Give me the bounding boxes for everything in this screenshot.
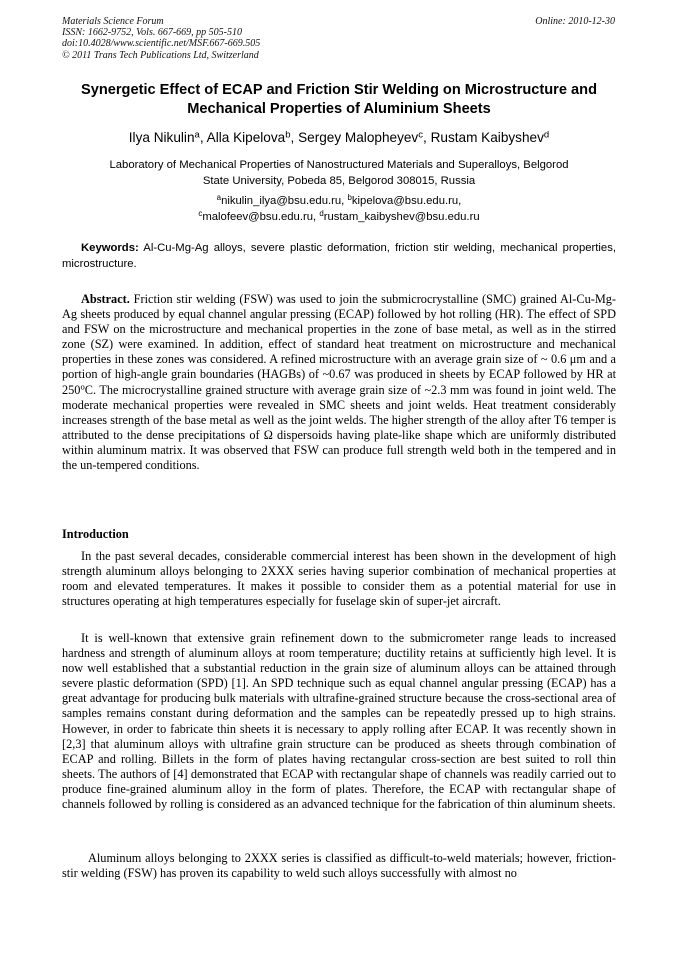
abstract xyxy=(62,292,616,473)
email-address: rustam_kaibyshev@bsu.edu.ru xyxy=(323,211,480,223)
author-sup: a xyxy=(194,129,200,141)
author-emails xyxy=(62,193,616,225)
paragraph: Aluminum alloys belonging to 2XXX series is classified as difficult-to-weld materials; however, friction-stir welding (FSW) has proven its capability to weld such alloys successfully with almost no xyxy=(62,851,616,881)
email-address: kipelova@bsu.edu.ru, xyxy=(351,195,462,207)
author-name: Alla Kipelova xyxy=(206,130,286,145)
author-sup: c xyxy=(418,129,423,141)
email-sup: c xyxy=(198,209,203,219)
abstract-text: Friction stir welding (FSW) was used to join the submicrocrystalline (SMC) grained Al-Cu-Mg-Ag sheets produced by equal channel angular pressing (ECAP) followed by hot rolling (HR). The effect of SPD and FSW on the microstructure and mechanical properties in the zone of base metal, as well as in the stirred zone (SZ) were examined. In addition, effect of standard heat treatment on microstructure and mechanical properties in these zones was considered. A refined microstructure with an average grain size of ~ 0.6 xyxy=(62,292,616,367)
keywords-label: Keywords: xyxy=(81,242,139,254)
author-sup: d xyxy=(543,129,550,141)
keywords-text: Al-Cu-Mg-Ag alloys, severe plastic deformation, friction stir welding, mechanical properties, microstructure. xyxy=(62,242,616,270)
author-sup: b xyxy=(285,129,291,141)
affiliation-line: Laboratory of Mechanical Properties of Nanostructured Materials and Superalloys, Belgorod xyxy=(109,159,569,171)
abstract-label: Abstract. xyxy=(81,292,130,306)
email-address: malofeev@bsu.edu.ru, xyxy=(202,211,317,223)
journal-copyright: © 2011 Trans Tech Publications Ltd, Switzerland xyxy=(62,49,259,61)
email-address: nikulin_ilya@bsu.edu.ru, xyxy=(221,195,345,207)
omega-symbol: Ω xyxy=(263,427,273,442)
author-name: Ilya Nikulin xyxy=(128,130,195,145)
author-name: Rustam Kaibyshev xyxy=(430,130,544,145)
affiliation-line: State University, Pobeda 85, Belgorod 308015, Russia xyxy=(202,175,476,187)
email-sup: b xyxy=(347,193,352,203)
paragraph: In the past several decades, considerable commercial interest has been shown in the development of high strength aluminum alloys belonging to 2XXX series having superior combination of mechanical properties at room and elevated temperatures. It makes it possible to consider them as a potential material for use in structures operating at high temperatures especially for fuselage skin of super-jet aircraft. xyxy=(62,549,616,609)
author-list: Ilya Nikulin$^a$, Alla Kipelova$^b$, Sergey Malopheyev$^c$, Rustam Kaibyshev$^d$ xyxy=(128,129,550,145)
journal-doi: doi:10.4028/www.scientific.net/MSF.667-669.505 xyxy=(62,38,261,50)
paragraph: It is well-known that extensive grain refinement down to the submicrometer range leads to increased hardness and strength of aluminum alloys at room temperature; ductility retains at sufficiently high level. It is now well established that a substantial reduction in the grain size of aluminum alloys can be attained through severe plastic deformation (SPD) [1]. An SPD technique such as equal channel angular pressing (ECAP) has a great advantage for producing bulk materials with ultrafine-grained structure because the cross-sectional area of samples remains constant during deformation and the samples can be repeatedly pressed up to high strains. However, in order to fabricate thin sheets it is necessary to apply rolling after ECAP. It was recently shown in [2,3] that aluminum alloys with ultrafine grain structure can be produced as sheets through combination of ECAP and rolling. Billets in the form of plates having rectangular cross-section are best suited to roll thin sheets. The authors of [4] demonstrated that ECAP with rectangular shape of channels was readily carried out to produce fine-grained aluminum alloy in the form of plates. Therefore, the ECAP with rectangular shape of channels followed by rolling is considered as an advanced technique for the fabrication of thin aluminum sheets. xyxy=(62,631,616,812)
author-name: Sergey Malopheyev xyxy=(298,130,419,145)
micron-symbol: μm xyxy=(569,352,586,367)
abstract-text: and a portion of high-angle grain boundaries (HAGBs) of ~0.67 was produced in sheets by ECAP followed by HR at 250 xyxy=(62,352,616,397)
keywords xyxy=(62,241,616,272)
journal-header xyxy=(62,16,260,61)
journal-name: Materials Science Forum xyxy=(62,16,164,27)
section-heading: Introduction xyxy=(62,527,129,541)
email-sup: d xyxy=(319,209,324,219)
email-sup: a xyxy=(216,193,222,203)
affiliation xyxy=(62,157,616,189)
abstract-text: C. The microcrystalline grained structure with average grain size of ~2.3 mm was found in joint weld. The moderate mechanical properties were revealed in SMC sheets and joint welds. Heat treatment considerably increases strength of the base metal as well as the joint welds. The higher strength of the alloy after T6 temper is attributed to the dense precipitations of xyxy=(62,382,616,442)
online-date: Online: 2010-12-30 xyxy=(535,16,615,27)
degree-sup: o xyxy=(80,381,85,392)
journal-issn: ISSN: 1662-9752, Vols. 667-669, pp 505-510 xyxy=(62,27,242,39)
paper-title: Synergetic Effect of ECAP and Friction Stir Welding on Microstructure and Mechanical Properties of Aluminium Sheets xyxy=(81,82,597,117)
abstract-text: dispersoids having plate-like shape which are uniformly distributed within aluminum matrix. It was observed that FSW can produce full strength weld both in the tempered and in the un-tempered conditions. xyxy=(62,427,617,473)
